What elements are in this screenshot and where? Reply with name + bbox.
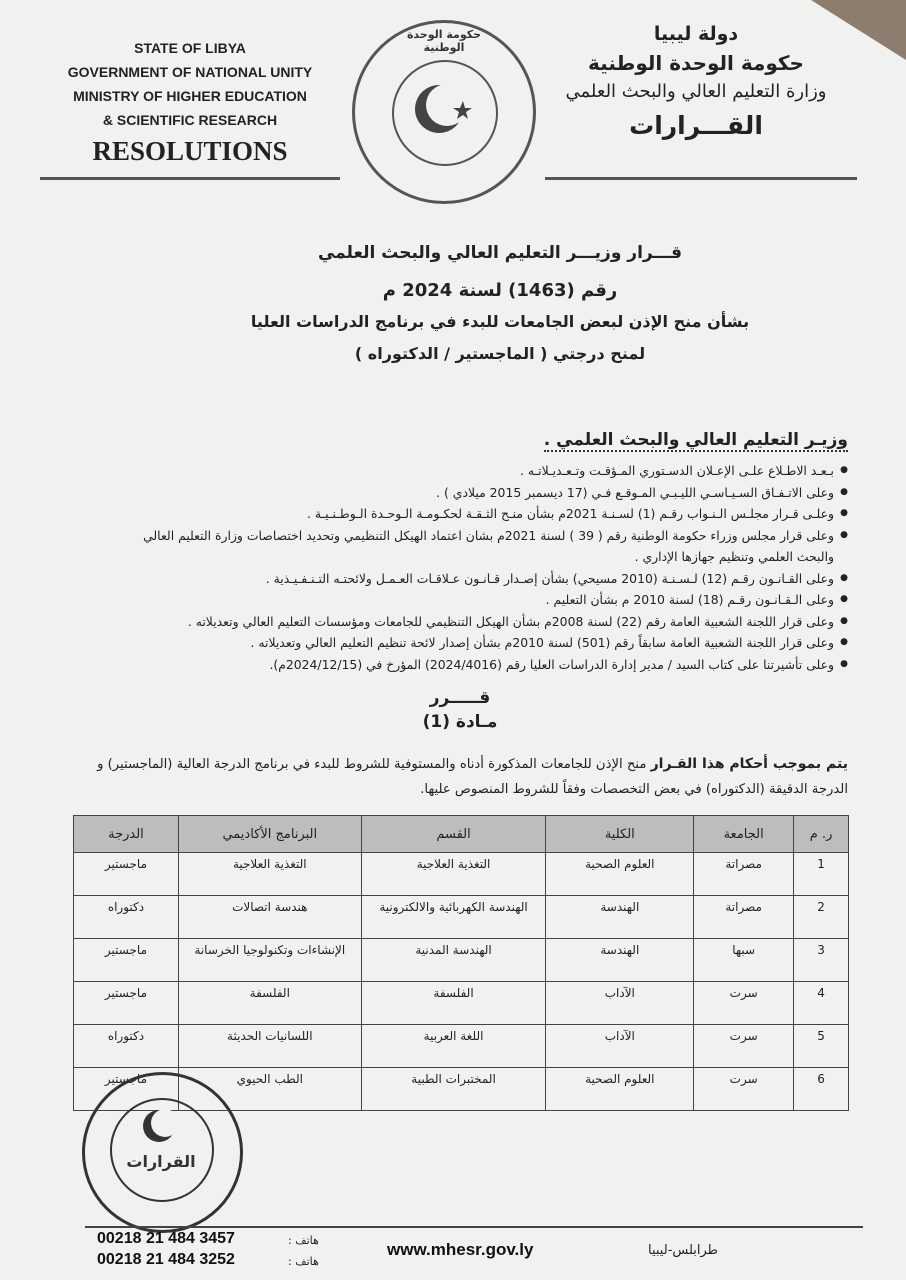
table-cell: 3 <box>794 939 849 982</box>
table-cell: الآداب <box>546 1025 694 1068</box>
table-cell: ماجستير <box>74 939 179 982</box>
preamble-clauses <box>118 460 848 675</box>
article-body-text: منح الإذن للجامعات المذكورة أدناه والمستوفية للشروط للبدء في برنامج الدرجة العالية (الماجستير) و الدرجة الدقيقة (الدكتوراه) في بعض التخصصات وفقاً للشروط المنصوص عليها. <box>97 757 848 797</box>
table-cell: الإنشاءات وتكنولوجيا الخرسانة <box>178 939 361 982</box>
crescent-star-icon <box>405 75 485 145</box>
universities-table <box>73 815 849 1111</box>
letterhead-en-line: & SCIENTIFIC RESEARCH <box>102 112 278 128</box>
table-header-cell: الدرجة <box>74 816 179 853</box>
letterhead-en-line: MINISTRY OF HIGHER EDUCATION <box>73 88 307 104</box>
table-cell: الطب الحيوي <box>178 1068 361 1111</box>
preamble-clause: ● وعلـى قـرار مجلـس الـنـواب رقـم (1) لسـنـة 2021م بشأن منـح الثـقـة لحكـومـة الـوحـدة الـوطـنـيـة . <box>118 503 848 525</box>
table-cell: الهندسة المدنية <box>361 939 546 982</box>
table-row <box>74 896 849 939</box>
preamble-clause: ● وعلى الـقـانـون رقـم (18) لسنة 2010 م بشأن التعليم . <box>118 589 848 611</box>
table-row <box>74 853 849 896</box>
letterhead-en-line: GOVERNMENT OF NATIONAL UNITY <box>67 64 313 80</box>
minister-heading: وزيـر التعليم العالي والبحث العلمي . <box>543 430 848 450</box>
table-cell: الهندسة <box>546 939 694 982</box>
stamp-crescent-icon <box>135 1100 185 1150</box>
table-cell: سرت <box>694 982 794 1025</box>
table-cell: الفلسفة <box>361 982 546 1025</box>
table-cell: دكتوراه <box>74 896 179 939</box>
decision-heading: قـــــرر <box>429 688 491 708</box>
letterhead-english <box>40 36 340 168</box>
table-header-cell: الكلية <box>546 816 694 853</box>
table-cell: ماجستير <box>74 1068 179 1111</box>
table-cell: الآداب <box>546 982 694 1025</box>
header-rule-left <box>40 177 340 180</box>
table-header-cell: الجامعة <box>694 816 794 853</box>
table-header-cell: القسم <box>361 816 546 853</box>
table-cell: العلوم الصحية <box>546 853 694 896</box>
preamble-clause: ● وعلى القـانـون رقـم (12) لـسـنـة (2010 مسيحي) بشأن إصـدار قـانـون عـلاقـات العـمـل ولائحتـه التـنـفـيـذية . <box>118 568 848 590</box>
table-cell: الهندسة الكهربائية والالكترونية <box>361 896 546 939</box>
table-cell: 6 <box>794 1068 849 1111</box>
table-cell: المختبرات الطبية <box>361 1068 546 1111</box>
letterhead-en-line: STATE OF LIBYA <box>134 40 246 56</box>
footer-phone: 00218 21 484 3457 <box>97 1230 235 1247</box>
header-rule-right <box>545 177 857 180</box>
footer-phone-label: هاتف : <box>288 1234 319 1247</box>
decree-number: رقم (1463) لسنة 2024 م <box>382 280 618 301</box>
table-header-cell: البرنامج الأكاديمي <box>178 816 361 853</box>
table-header-row <box>74 816 849 853</box>
article-heading: مـادة (1) <box>422 712 498 732</box>
table-cell: سرت <box>694 1025 794 1068</box>
article-body <box>68 752 848 802</box>
table-cell: 5 <box>794 1025 849 1068</box>
footer-website: www.mhesr.gov.ly <box>387 1240 534 1259</box>
preamble-clause: ● وعلى تأشيرتنا على كتاب السيد / مدير إدارة الدراسات العليا رقم (2024/4016) المؤرخ في (2024/12/15م). <box>118 654 848 676</box>
footer-city: طرابلس-ليبيا <box>648 1243 719 1258</box>
footer-phones <box>97 1228 235 1270</box>
table-cell: سبها <box>694 939 794 982</box>
letterhead-ar-government: حكومة الوحدة الوطنية <box>588 51 804 75</box>
footer-phone: 00218 21 484 3252 <box>97 1251 235 1268</box>
decree-title: قـــرار وزيـــر التعليم العالي والبحث العلمي <box>317 243 683 263</box>
seal-caption: حكومة الوحدة الوطنية <box>406 28 482 54</box>
table-row <box>74 939 849 982</box>
footer-phone-label: هاتف : <box>288 1255 319 1268</box>
letterhead-ar-resolutions: القـــرارات <box>629 111 763 140</box>
table-row <box>74 1025 849 1068</box>
stamp-center-text: القرارات <box>126 1152 196 1171</box>
preamble-clause: ● وعلى قرار مجلس وزراء حكومة الوطنية رقم ( 39 ) لسنة 2021م بشان اعتماد الهيكل التنظيمي وتحديد اختصاصات وزارة التعليم العالي والبحث العلمي وتنظيم جهازها الإداري . <box>118 525 848 568</box>
table-cell: ماجستير <box>74 853 179 896</box>
table-cell: 4 <box>794 982 849 1025</box>
preamble-clause: ● وعلى الاتـفـاق السـيـاسـي الليـبـي المـوقـع فـي (17 ديسمبر 2015 ميلادي ) . <box>118 482 848 504</box>
letterhead-resolutions: RESOLUTIONS <box>92 136 288 166</box>
table-cell: الفلسفة <box>178 982 361 1025</box>
table-cell: سرت <box>694 1068 794 1111</box>
table-cell: مصراتة <box>694 896 794 939</box>
decree-subject: بشأن منح الإذن لبعض الجامعات للبدء في برنامج الدراسات العليا <box>250 312 750 331</box>
letterhead-ar-ministry: وزارة التعليم العالي والبحث العلمي <box>565 81 827 102</box>
table-cell: اللغة العربية <box>361 1025 546 1068</box>
table-cell: مصراتة <box>694 853 794 896</box>
decree-subject-degrees: لمنح درجتي ( الماجستير / الدكتوراه ) <box>354 344 646 363</box>
table-cell: 1 <box>794 853 849 896</box>
table-cell: 2 <box>794 896 849 939</box>
preamble-clause: ● وعلى قرار اللجنة الشعبية العامة سابقاً رقم (501) لسنة 2010م بشأن إصدار لائحة تنظيم التعليم العالي وتعديلاته . <box>118 632 848 654</box>
table-cell: العلوم الصحية <box>546 1068 694 1111</box>
letterhead-arabic <box>546 20 846 146</box>
table-cell: اللسانيات الحديثة <box>178 1025 361 1068</box>
table-cell: هندسة اتصالات <box>178 896 361 939</box>
preamble-clause: ● بـعـد الاطـلاع علـى الإعـلان الدسـتوري المـؤقـت وتـعـديـلاتـه . <box>118 460 848 482</box>
table-row <box>74 982 849 1025</box>
table-cell: دكتوراه <box>74 1025 179 1068</box>
table-header-cell: ر. م <box>794 816 849 853</box>
footer-phone-labels <box>288 1230 319 1272</box>
table-cell: التغذية العلاجية <box>361 853 546 896</box>
table-cell: الهندسة <box>546 896 694 939</box>
letterhead-ar-state: دولة ليبيا <box>653 23 739 45</box>
table-cell: ماجستير <box>74 982 179 1025</box>
article-body-lead: يتم بموجب أحكام هذا القـرار <box>650 756 848 772</box>
table-cell: التغذية العلاجية <box>178 853 361 896</box>
preamble-clause: ● وعلى قرار اللجنة الشعبية العامة رقم (22) لسنة 2008م بشأن الهيكل التنظيمي للجامعات ومؤسسات التعليم العالي وتعديلاته . <box>118 611 848 633</box>
